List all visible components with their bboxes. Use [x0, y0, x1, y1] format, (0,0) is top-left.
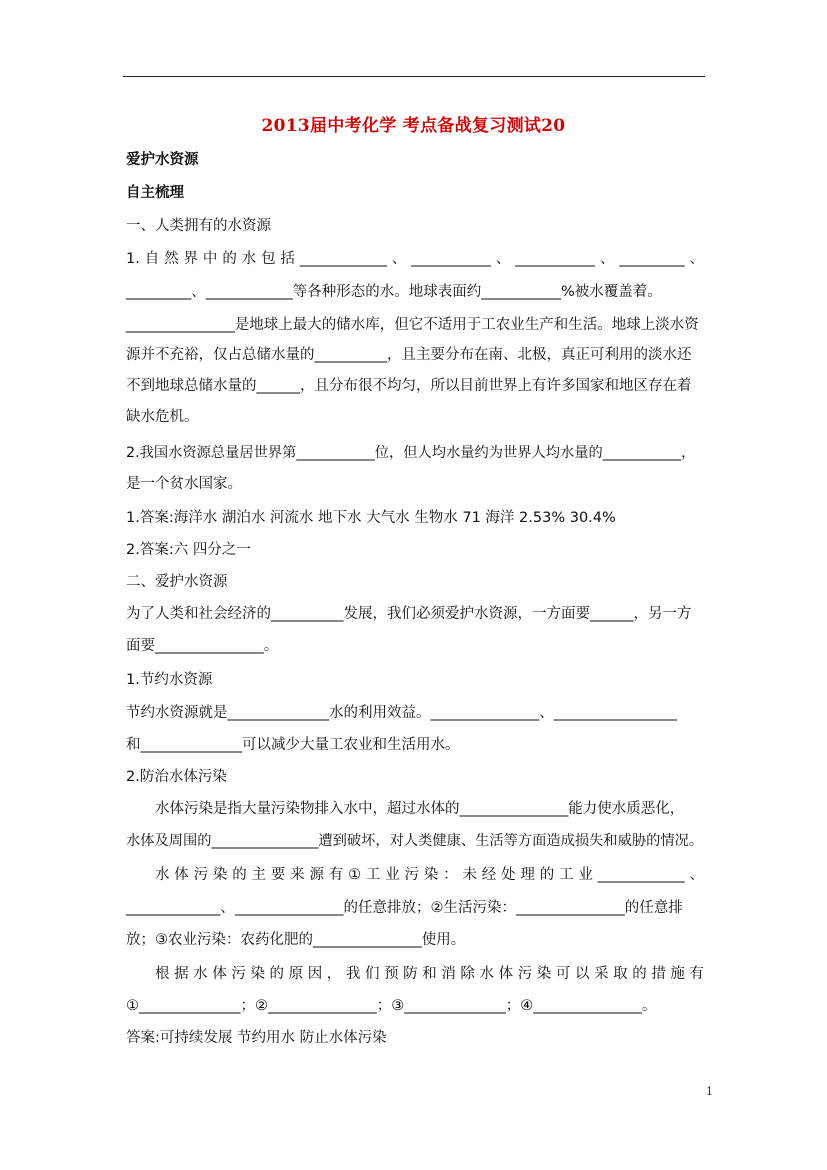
text-line: 水体污染是指大量污染物排入水中，超过水体的_______________能力使水质恶化，	[155, 801, 685, 817]
part-heading: 一、人类拥有的水资源	[126, 218, 271, 234]
page-title: 2013届中考化学 考点备战复习测试20	[261, 116, 566, 136]
subsection-heading: 自主梳理	[126, 185, 184, 201]
section-heading: 爱护水资源	[126, 152, 199, 168]
item-heading: 1.节约水资源	[126, 672, 213, 688]
text-line: ①______________；②_______________；③______________；④_______________。	[126, 998, 657, 1014]
answer-line: 1.答案:海洋水 湖泊水 河流水 地下水 大气水 生物水 71 海洋 2.53% 30.4%	[126, 510, 616, 526]
page-number: 1	[706, 1085, 713, 1098]
part-heading: 二、爱护水资源	[126, 574, 228, 590]
header-rule	[123, 76, 705, 77]
answer-line: 2.答案:六 四分之一	[126, 542, 251, 558]
text-line: 源并不充裕，仅占总储水量的__________，且主要分布在南、北极，真正可利用的淡水还	[126, 347, 692, 363]
item-heading: 2.防治水体污染	[126, 769, 227, 785]
text-line: _________、____________等各种形态的水。地球表面约___________%被水覆盖着。	[126, 284, 662, 300]
text-line: 1.自然界中的水包括____________、___________、___________、_________、	[126, 251, 704, 267]
text-line: 放；③农业污染：农药化肥的_______________使用。	[126, 932, 466, 948]
text-line: 和______________可以减少大量工农业和生活用水。	[126, 737, 460, 753]
text-line: 2.我国水资源总量居世界第___________位，但人均水量约为世界人均水量的___________，	[126, 445, 696, 461]
text-line: 节约水资源就是______________水的利用效益。_______________、_________________	[126, 705, 677, 721]
text-line: 为了人类和社会经济的__________发展，我们必须爱护水资源，一方面要______，另一方	[126, 606, 692, 622]
answer-line: 答案:可持续发展 节约用水 防止水体污染	[126, 1030, 387, 1046]
text-line: 水体污染的主要来源有①工业污染：未经处理的工业____________、	[155, 867, 704, 883]
text-line: 是一个贫水国家。	[126, 476, 242, 492]
text-line: 面要_______________。	[126, 638, 279, 654]
text-line: _____________、_______________的任意排放；②生活污染：_______________的任意排	[126, 900, 683, 916]
text-line: 根据水体污染的原因，我们预防和消除水体污染可以采取的措施有	[155, 966, 704, 982]
text-line: 不到地球总储水量的______，且分布很不均匀，所以目前世界上有许多国家和地区存在着	[126, 378, 692, 394]
text-line: 缺水危机。	[126, 409, 199, 425]
text-line: 水体及周围的_______________遭到破坏，对人类健康、生活等方面造成损失和威胁的情况。	[126, 833, 704, 849]
text-line: _______________是地球上最大的储水库，但它不适用于工农业生产和生活。地球上淡水资	[126, 317, 699, 333]
